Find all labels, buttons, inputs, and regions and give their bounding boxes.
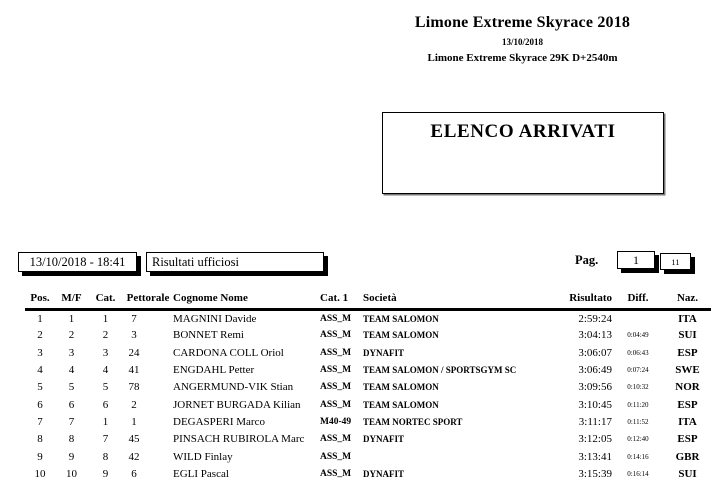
document-header	[360, 14, 685, 64]
cell-result: 2:59:24	[578, 312, 612, 325]
cell-cat1: ASS_M	[320, 330, 352, 341]
cell-diff: 0:14:16	[627, 452, 649, 461]
column-header-pos: Pos.	[25, 290, 55, 310]
cell-result: 3:12:05	[578, 433, 612, 446]
cell-naz: NOR	[675, 381, 700, 394]
column-header-bib: Pettorale	[123, 290, 173, 310]
table-row	[25, 448, 711, 465]
cell-pos: 1	[37, 312, 43, 325]
cell-cat: 9	[102, 467, 109, 480]
table-row	[25, 361, 711, 378]
cell-team: TEAM NORTEC SPORT	[363, 416, 463, 427]
column-header-cat1: Cat. 1	[320, 290, 363, 310]
table-row	[25, 396, 711, 413]
cell-result: 3:13:41	[578, 450, 612, 463]
cell-name: MAGNINI Davide	[173, 312, 257, 325]
cell-diff: 0:04:49	[627, 331, 649, 340]
elenco-arrivati-box	[382, 112, 664, 194]
page-total-box	[660, 253, 691, 270]
cell-name: DEGASPERI Marco	[173, 415, 265, 428]
cell-bib: 2	[131, 398, 137, 411]
results-status-text: Risultati ufficiosi	[152, 254, 239, 269]
cell-result: 3:04:13	[578, 329, 612, 342]
cell-result: 3:10:45	[578, 398, 612, 411]
cell-cat: 4	[102, 364, 109, 377]
column-header-name: Cognome Nome	[173, 290, 320, 310]
results-table	[25, 290, 711, 482]
cell-naz: SUI	[678, 467, 697, 480]
table-row	[25, 413, 711, 430]
cell-team: TEAM SALOMON	[363, 399, 439, 410]
cell-cat1: ASS_M	[320, 313, 352, 324]
table-row	[25, 327, 711, 344]
cell-cat: 8	[102, 450, 109, 463]
cell-mf: 7	[68, 415, 75, 428]
cell-diff: 0:07:24	[627, 366, 649, 375]
race-title: Limone Extreme Skyrace 2018	[414, 14, 631, 31]
cell-mf: 10	[66, 467, 77, 480]
cell-cat1: ASS_M	[320, 347, 352, 358]
cell-team: TEAM SALOMON	[363, 313, 439, 324]
cell-bib: 45	[128, 433, 140, 446]
cell-name: ENGDAHL Petter	[173, 364, 255, 377]
cell-pos: 7	[37, 415, 43, 428]
cell-cat1: ASS_M	[320, 365, 352, 376]
cell-cat1: ASS_M	[320, 434, 352, 445]
cell-result: 3:09:56	[578, 381, 612, 394]
cell-bib: 7	[131, 312, 137, 325]
column-header-result: Risultato	[546, 290, 612, 310]
cell-cat1: ASS_M	[320, 468, 352, 479]
cell-diff: 0:16:14	[627, 469, 649, 478]
datetime-box	[18, 252, 137, 272]
cell-mf: 5	[68, 381, 75, 394]
cell-name: PINSACH RUBIROLA Marc	[173, 433, 305, 446]
cell-pos: 5	[37, 381, 43, 394]
cell-cat1: ASS_M	[320, 382, 352, 393]
cell-cat: 5	[102, 381, 109, 394]
column-header-cat: Cat.	[88, 290, 123, 310]
cell-mf: 1	[68, 312, 75, 325]
cell-cat1: ASS_M	[320, 399, 352, 410]
cell-diff: 0:12:40	[627, 435, 649, 444]
table-row	[25, 310, 711, 327]
cell-mf: 3	[68, 346, 75, 359]
cell-naz: ESP	[677, 433, 698, 446]
cell-result: 3:06:07	[578, 346, 612, 359]
cell-pos: 10	[34, 467, 46, 480]
cell-team: DYNAFIT	[363, 347, 405, 358]
cell-name: CARDONA COLL Oriol	[173, 346, 284, 359]
cell-naz: SWE	[675, 364, 700, 377]
cell-naz: GBR	[675, 450, 700, 463]
cell-cat: 2	[102, 329, 109, 342]
cell-cat: 1	[102, 312, 109, 325]
cell-mf: 8	[68, 433, 75, 446]
cell-team: TEAM SALOMON	[363, 382, 439, 393]
column-header-team: Società	[363, 290, 546, 310]
results-status-box	[146, 252, 324, 272]
cell-name: BONNET Remi	[173, 329, 244, 342]
cell-pos: 9	[37, 450, 43, 463]
table-row	[25, 344, 711, 361]
page-total-text: 11	[671, 256, 680, 267]
results-table-body	[25, 310, 711, 483]
cell-cat: 6	[102, 398, 109, 411]
cell-mf: 2	[68, 329, 75, 342]
table-row	[25, 465, 711, 482]
cell-naz: ESP	[677, 346, 698, 359]
cell-pos: 8	[37, 433, 43, 446]
cell-mf: 4	[68, 364, 75, 377]
banner-title: ELENCO ARRIVATI	[430, 121, 616, 142]
cell-bib: 3	[131, 329, 137, 342]
cell-name: ANGERMUND-VIK Stian	[173, 381, 294, 394]
cell-pos: 2	[37, 329, 43, 342]
table-row	[25, 379, 711, 396]
cell-pos: 4	[37, 364, 43, 377]
table-header-row	[25, 290, 711, 310]
cell-cat: 3	[102, 346, 109, 359]
cell-bib: 78	[128, 381, 140, 394]
page-number-text: 1	[633, 252, 639, 267]
cell-mf: 9	[68, 450, 75, 463]
page-label: Pag.	[575, 253, 599, 267]
cell-cat: 7	[102, 433, 109, 446]
cell-cat: 1	[102, 415, 109, 428]
column-header-diff: Diff.	[612, 290, 664, 310]
cell-name: WILD Finlay	[173, 450, 233, 463]
cell-team: DYNAFIT	[363, 468, 405, 479]
cell-cat1: M40-49	[320, 416, 352, 427]
cell-diff: 0:11:20	[627, 400, 649, 409]
cell-cat1: ASS_M	[320, 451, 352, 462]
cell-bib: 6	[131, 467, 137, 480]
cell-bib: 41	[128, 364, 140, 377]
cell-result: 3:06:49	[578, 364, 612, 377]
race-subtitle: Limone Extreme Skyrace 29K D+2540m	[427, 52, 618, 64]
cell-team: DYNAFIT	[363, 434, 405, 445]
cell-name: JORNET BURGADA Kilian	[173, 398, 301, 411]
cell-bib: 24	[128, 346, 140, 359]
page-number-box	[617, 251, 655, 269]
column-header-mf: M/F	[55, 290, 88, 310]
cell-bib: 42	[128, 450, 140, 463]
cell-diff: 0:06:43	[627, 348, 649, 357]
table-row	[25, 431, 711, 448]
race-date: 13/10/2018	[501, 37, 543, 47]
cell-result: 3:15:39	[578, 467, 612, 480]
cell-mf: 6	[68, 398, 75, 411]
column-header-naz: Naz.	[664, 290, 711, 310]
cell-pos: 3	[37, 346, 43, 359]
cell-team	[363, 448, 546, 465]
cell-team: TEAM SALOMON / SPORTSGYM SC	[363, 365, 517, 376]
cell-bib: 1	[131, 415, 137, 428]
cell-diff	[612, 310, 664, 327]
cell-pos: 6	[37, 398, 43, 411]
cell-naz: ITA	[678, 415, 697, 428]
cell-diff: 0:10:32	[627, 383, 649, 392]
cell-diff: 0:11:52	[627, 417, 649, 426]
cell-result: 3:11:17	[578, 415, 612, 428]
cell-naz: ESP	[677, 398, 698, 411]
datetime-text: 13/10/2018 - 18:41	[29, 254, 126, 269]
cell-name: EGLI Pascal	[173, 467, 229, 480]
cell-team: TEAM SALOMON	[363, 330, 439, 341]
cell-naz: SUI	[678, 329, 697, 342]
cell-naz: ITA	[678, 312, 697, 325]
